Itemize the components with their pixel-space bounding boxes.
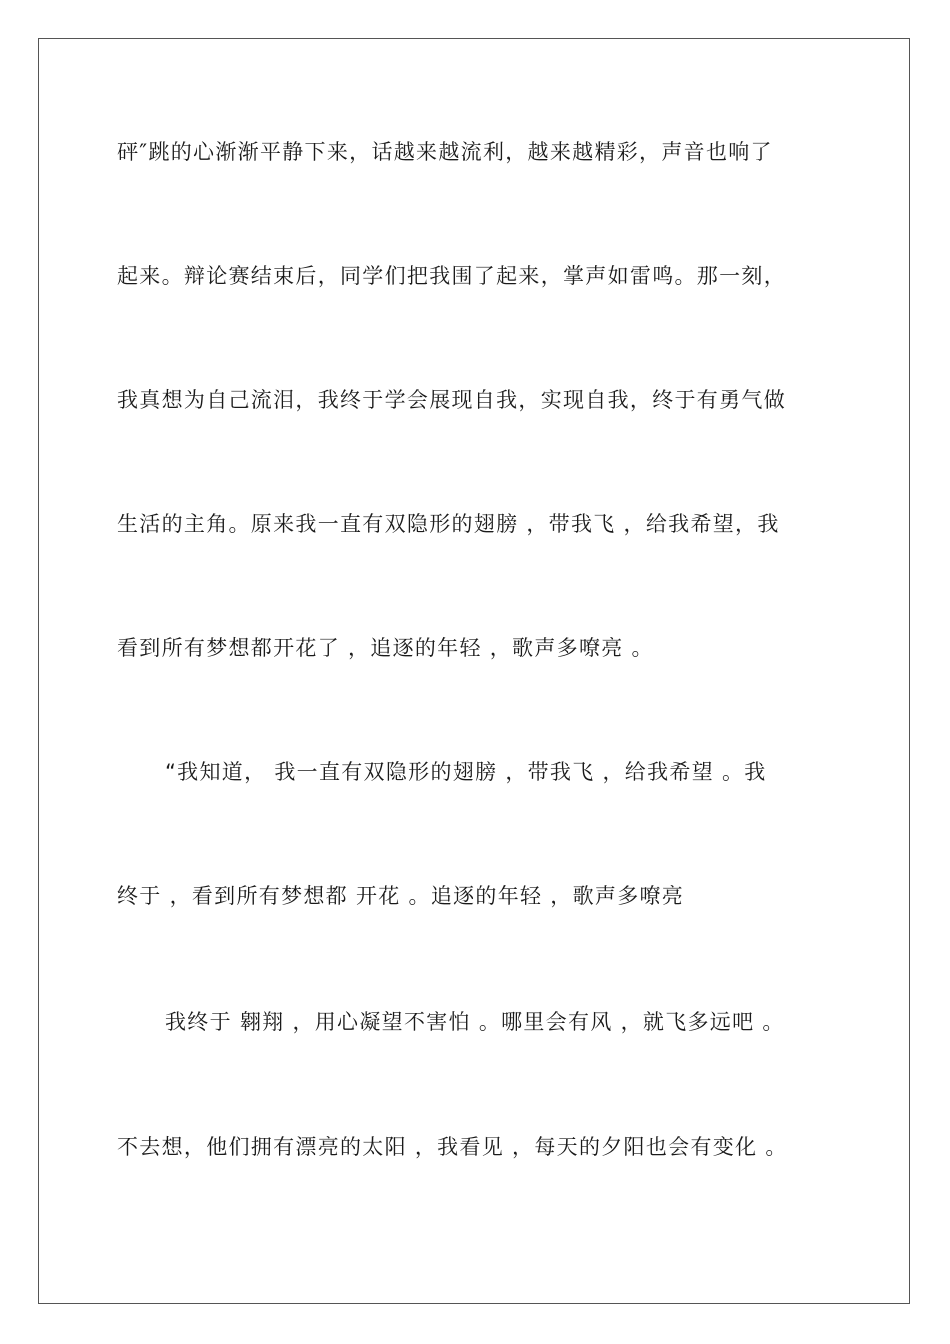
page-border	[38, 38, 910, 1304]
text-line-8: 我终于 翱翔 ，用心凝望不害怕 。哪里会有风 ，就飞多远吧 。	[165, 1010, 785, 1034]
text-line-5: 看到所有梦想都开花了 ，追逐的年轻 ，歌声多嘹亮 。	[117, 636, 654, 660]
text-line-1: 砰″跳的心渐渐平静下来，话越来越流利，越来越精彩，声音也响了	[117, 140, 773, 164]
text-line-3: 我真想为自己流泪，我终于学会展现自我，实现自我，终于有勇气做	[117, 388, 786, 412]
text-line-6: “我知道， 我一直有双隐形的翅膀 ，带我飞 ，给我希望 。我	[165, 760, 767, 784]
text-line-2: 起来。辩论赛结束后，同学们把我围了起来，掌声如雷鸣。那一刻，	[117, 264, 786, 288]
text-line-7: 终于 ，看到所有梦想都 开花 。追逐的年轻 ，歌声多嘹亮	[117, 884, 685, 908]
text-line-4: 生活的主角。原来我一直有双隐形的翅膀 ，带我飞 ，给我希望，我	[117, 512, 780, 536]
text-line-9: 不去想，他们拥有漂亮的太阳 ，我看见 ，每天的夕阳也会有变化 。	[117, 1135, 788, 1159]
